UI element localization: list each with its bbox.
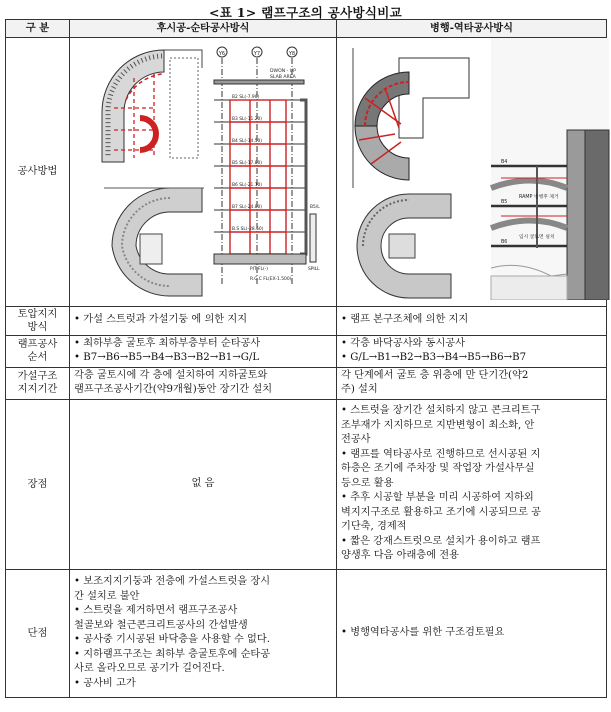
level-b5: B5 SL(-17.80)	[232, 161, 263, 166]
cell-line: 기단축, 경제적	[341, 521, 407, 533]
cell-line: 조부재가 지지하므로 지반변형이 최소화, 안	[341, 419, 535, 431]
cell-line: • 램프 본구조체에 의한 지지	[341, 314, 469, 326]
cell-line: 간 설치로 불안	[74, 590, 140, 602]
row-label-advantages: 장점	[6, 399, 70, 569]
plan-top-right	[353, 48, 469, 188]
cell-line: • 병행역타공사를 위한 구조검토필요	[341, 626, 505, 638]
cell-advantages-b	[337, 399, 607, 569]
bottom-label-pit: PIT FL(-)	[250, 267, 269, 272]
level-bs: B.S SL(-28.50)	[232, 227, 264, 232]
cell-line: • 공사비 고가	[74, 677, 136, 689]
row-construction-method	[6, 38, 607, 307]
axis-label-y6: Y6	[218, 51, 226, 57]
row-label-line: 가설구조 지지기간	[17, 370, 58, 395]
cell-line: • 램프를 역타공사로 진행하므로 선시공된 지	[341, 448, 541, 460]
cell-disadvantages-b	[337, 569, 607, 697]
plan-top-left	[102, 50, 202, 162]
axis-label-y8: Y8	[288, 51, 296, 57]
header-category: 구 분	[6, 20, 70, 38]
level-b6: B6 SL(-21.10)	[232, 183, 263, 188]
bottom-label-rcc: R.C.C FL(EX-1.500)	[250, 277, 292, 282]
row-temp-support-period	[6, 367, 607, 399]
level-b6-right: B6	[501, 240, 508, 245]
side-label-spill: SPILL	[308, 267, 320, 272]
row-advantages	[6, 399, 607, 569]
cell-earth-pressure-b	[337, 306, 607, 335]
header-method-b: 병행-역타공사방식	[337, 20, 607, 38]
comparison-table	[5, 19, 607, 698]
level-b3: B3 SL(-11.20)	[232, 117, 263, 122]
cell-line: • 짧은 강재스트럿으로 설치가 용이하고 램프	[341, 535, 541, 547]
cell-earth-pressure-a	[70, 306, 337, 335]
cell-line: • 지하램프구조는 최하부 층굴토후에 순타공	[74, 648, 271, 660]
row-earth-pressure	[6, 306, 607, 335]
cell-temp-support-b	[337, 367, 607, 399]
diagram-parallel	[337, 38, 607, 307]
cell-line: 주) 설치	[341, 384, 378, 395]
side-label-b5l: B5/L	[310, 205, 320, 210]
cell-line: • 각층 바닥공사와 동시공사	[341, 337, 465, 349]
cell-advantages-a	[70, 399, 337, 569]
level-b4-right: B4	[501, 160, 508, 165]
level-b4: B4 SL(-14.50)	[232, 139, 263, 144]
level-b5-right: B5	[501, 200, 508, 205]
level-b2: B2 SL(-7.90)	[232, 95, 260, 100]
diagram-sequential	[70, 38, 337, 307]
cell-disadvantages-a	[70, 569, 337, 697]
cell-line: • G/L→B1→B2→B3→B4→B5→B6→B7	[341, 352, 527, 363]
cell-line: • 스트럿을 장기간 설치하지 않고 콘크리트구	[341, 405, 541, 417]
section-right-view	[491, 38, 609, 300]
cell-line: 사로 올라오므로 공기가 길어진다.	[74, 663, 225, 674]
area-label-2: SLAB AREA	[270, 75, 296, 80]
cell-ramp-sequence-a	[70, 335, 337, 367]
cell-line: 벽지지구조로 활용하고 조기에 시공되므로 공	[341, 506, 541, 518]
cell-temp-support-a	[70, 367, 337, 399]
section-right	[214, 47, 316, 286]
cell-line: • 스트럿을 제거하면서 램프구조공사	[74, 605, 238, 616]
cell-line: • 공사중 기시공된 바닥층을 사용할 수 없다.	[74, 634, 270, 645]
sequential-construction-diagram	[74, 38, 341, 300]
note-ramp-removal: RAMP 병행후 제거	[519, 195, 559, 200]
cell-line: 양생후 다음 아래층에 전용	[341, 550, 459, 562]
cell-line: 램프구조공사기간(약9개월)동안 장기간 설치	[74, 384, 273, 395]
axis-label-y7: Y7	[253, 51, 261, 57]
level-b7: B7 SL(-24.80)	[232, 205, 263, 210]
header-row	[6, 20, 607, 38]
cell-line: 등으로 활용	[341, 477, 394, 489]
plan-bottom-right	[357, 194, 451, 298]
row-ramp-sequence	[6, 335, 607, 367]
cell-line: • 최하부층 굴토후 최하부층부터 순타공사	[74, 337, 261, 349]
parallel-construction-diagram	[341, 38, 611, 300]
cell-line: 철골보와 철근콘크리트공사의 간섭발생	[74, 619, 248, 631]
cell-line: 각 단계에서 굴토 층 위층에 만 단기간(약2	[341, 369, 529, 381]
row-label-method: 공사방법	[6, 38, 70, 307]
row-label-temp-support	[6, 367, 70, 399]
row-label-earth-pressure	[6, 306, 70, 335]
row-label-line: 램프공사 순서	[17, 338, 58, 363]
header-method-a: 후시공-순타공사방식	[70, 20, 337, 38]
cell-line: • 추후 시공할 부분을 미리 시공하여 지하외	[341, 492, 534, 504]
cell-line: • B7→B6→B5→B4→B3→B2→B1→G/L	[74, 352, 260, 363]
cell-line: 하층은 조기에 주차장 및 작업장 가설사무실	[341, 463, 535, 475]
note-temp-excavation: 임시 굴토면 설치	[519, 235, 555, 240]
area-label-1: DWON - UP	[270, 69, 296, 74]
cell-line: 없 음	[191, 477, 215, 489]
cell-line: • 보조지지기둥과 전층에 가설스트럿을 장시	[74, 576, 271, 587]
cell-line: • 가설 스트럿과 가설기둥 에 의한 지지	[74, 314, 248, 326]
table-title: <표 1> 램프구조의 공사방식비교	[208, 5, 402, 20]
row-disadvantages	[6, 569, 607, 697]
plan-bottom-left	[104, 188, 204, 296]
row-label-disadvantages: 단점	[6, 569, 70, 697]
cell-line: 각층 굴토시에 각 층에 설치하여 지하굴토와	[74, 369, 268, 381]
row-label-line: 토압지지 방식	[17, 307, 58, 333]
cell-ramp-sequence-b	[337, 335, 607, 367]
cell-line: 전공사	[341, 434, 371, 446]
row-label-ramp-sequence	[6, 335, 70, 367]
